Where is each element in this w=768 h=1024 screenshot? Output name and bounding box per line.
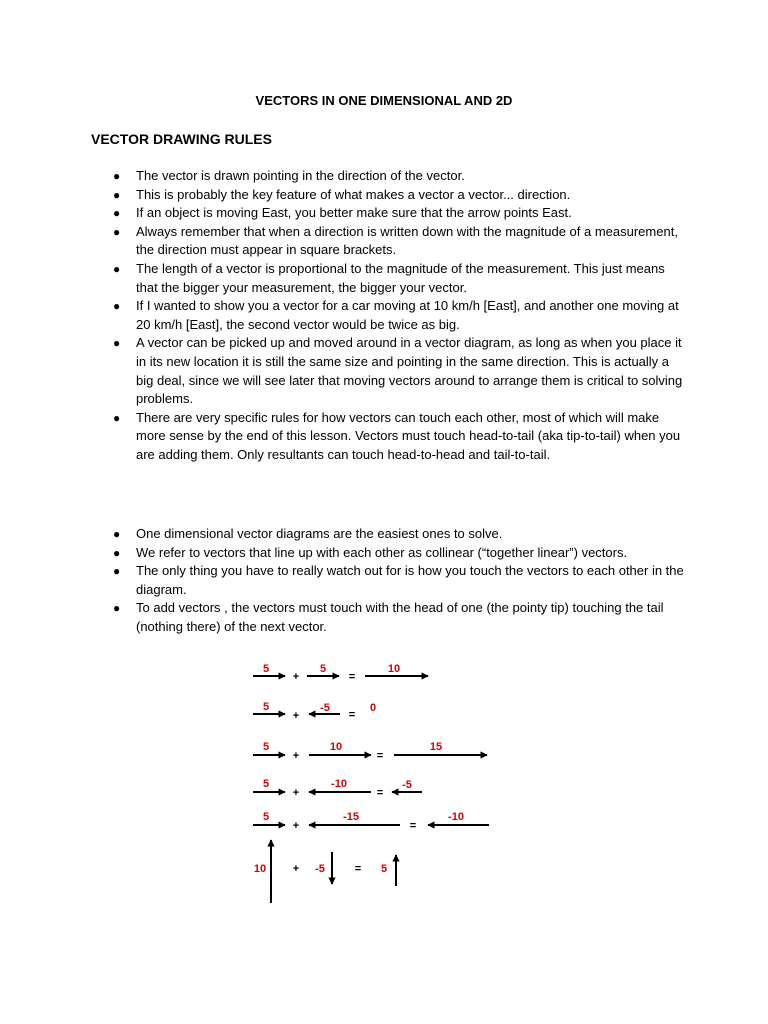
equals-sign: = [376,750,384,762]
plus-sign: + [292,820,300,832]
vector-label: 10 [253,863,267,875]
plus-sign: + [292,750,300,762]
list-item: ● A vector can be picked up and moved around in a vector diagram, as long as when you place it in its new location it is still the same size and pointing in the same direction. This is actually a big deal, since we will see later that moving vectors around to arrange them is critical to solving problems. [113,335,683,407]
list-item: ● The vector is drawn pointing in the direction of the vector. [113,167,688,186]
page-title: VECTORS IN ONE DIMENSIONAL AND 2D [255,93,513,108]
list-item: ● Always remember that when a direction is written down with the magnitude of a measurement, the direction must appear in square brackets. [113,223,678,258]
resultant-label: 15 [429,741,443,753]
equals-sign: = [409,820,417,832]
list-item: ● If an object is moving East, you better make sure that the arrow points East. [113,204,688,223]
vector-label: -5 [315,863,325,875]
list-item: ● This is probably the key feature of what makes a vector a vector... direction. [113,186,688,205]
vector-label: -15 [343,811,359,823]
plus-sign: + [292,710,300,722]
vector-sum-row [253,741,487,762]
vector-label: -10 [331,778,347,790]
vector-sum-row [253,778,422,799]
bullet-icon: ● [113,527,121,541]
resultant-label: 0 [369,702,377,714]
plus-sign: + [292,671,300,683]
list-item: ● One dimensional vector diagrams are the easiest ones to solve. [113,525,688,544]
equals-sign: = [348,671,356,683]
plus-sign: + [292,787,300,799]
vector-label: 5 [262,663,270,675]
bullet-icon: ● [113,169,121,183]
vector-sum-row [254,840,396,903]
vector-sum-row [253,701,376,722]
vector-sum-row [253,811,489,832]
list-item: ● We refer to vectors that line up with each other as collinear (“together linear”) vectors. [113,544,688,563]
plus-sign: + [292,863,300,875]
vector-label: 5 [262,811,270,823]
bullet-icon: ● [113,564,121,579]
list-item: ● To add vectors , the vectors must touch with the head of one (the pointy tip) touching the tail (nothing there) of the next vector. [113,600,664,634]
resultant-label: -10 [448,811,464,823]
vector-label: 10 [329,741,343,753]
resultant-label: 5 [380,863,388,875]
resultant-label: -5 [402,779,412,791]
vector-label: 5 [262,741,270,753]
equals-sign: = [354,863,362,875]
vector-label: 5 [319,663,327,675]
list-item: ● The only thing you have to really watch out for is how you touch the vectors to each other in the diagram. [113,563,684,597]
vector-sum-row [253,663,428,683]
bullet-icon: ● [113,545,121,560]
bullet-icon: ● [113,187,121,202]
equals-sign: = [348,709,356,721]
bullet-icon: ● [113,410,121,425]
bullet-icon: ● [113,206,121,221]
list-item: ● The length of a vector is proportional to the magnitude of the measurement. This just means that the bigger your measurement, the bigger your vector. [113,260,665,295]
bullet-icon: ● [113,261,121,276]
list-item: ● If I wanted to show you a vector for a car moving at 10 km/h [East], and another one moving at 20 km/h [East], the second vector would be twice as big. [113,298,679,332]
section-heading: VECTOR DRAWING RULES [91,131,272,147]
vector-label: 5 [262,701,270,713]
resultant-label: 10 [387,663,401,675]
equals-sign: = [376,787,384,799]
bullet-icon: ● [113,224,121,239]
vector-label: 5 [262,778,270,790]
vector-label: -5 [320,702,330,714]
bullet-icon: ● [113,336,121,351]
list-item: ● There are very specific rules for how vectors can touch each other, most of which will make more sense by the end of this lesson. Vectors must touch head-to-tail (aka tip-to-tail) when you are adding them. Only resultants can touch head-to-head and tail-to-tail. [113,409,681,462]
bullet-icon: ● [113,299,121,314]
bullet-icon: ● [113,601,121,616]
